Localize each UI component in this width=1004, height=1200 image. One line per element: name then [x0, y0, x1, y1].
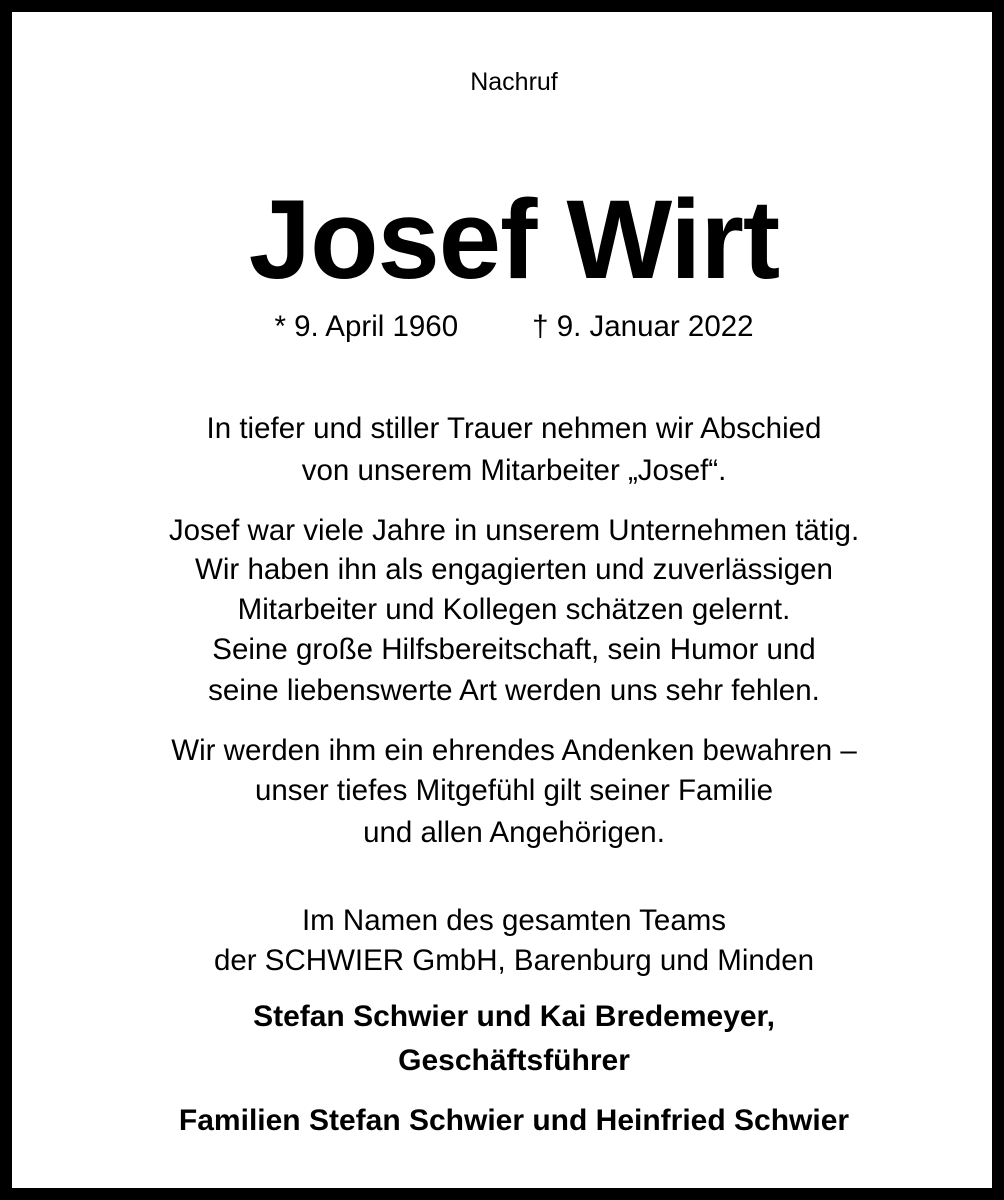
paragraph3-line: unser tiefes Mitgefühl gilt seiner Familie: [254, 774, 774, 807]
paragraph2-line: Mitarbeiter und Kollegen schätzen gelernt.: [237, 593, 791, 626]
heading: Nachruf: [470, 68, 558, 96]
paragraph1-line: von unserem Mitarbeiter „Josef“.: [301, 454, 727, 487]
paragraph2-line: Seine große Hilfsbereitschaft, sein Humor und: [212, 633, 816, 666]
signers-title: Geschäftsführer: [398, 1044, 630, 1077]
deceased-name: Josef Wirt: [248, 177, 780, 302]
closing-line: der SCHWIER GmbH, Barenburg und Minden: [213, 944, 815, 977]
closing-line: Im Namen des gesamten Teams: [301, 904, 727, 937]
birth-date: * 9. April 1960: [274, 310, 459, 343]
paragraph3-line: und allen Angehörigen.: [363, 816, 665, 849]
paragraph2-line: Wir haben ihn als engagierten und zuverlässigen: [195, 553, 833, 586]
families-line: Familien Stefan Schwier und Heinfried Schwier: [178, 1104, 850, 1137]
death-date: † 9. Januar 2022: [532, 310, 754, 343]
paragraph2-line: Josef war viele Jahre in unserem Unternehmen tätig.: [168, 514, 860, 547]
paragraph1-line: In tiefer und stiller Trauer nehmen wir Abschied: [206, 412, 822, 445]
life-dates: [12, 312, 1004, 342]
signers-line: Stefan Schwier und Kai Bredemeyer,: [253, 1000, 775, 1033]
paragraph3-line: Wir werden ihm ein ehrendes Andenken bewahren –: [171, 734, 857, 767]
paragraph2-line: seine liebenswerte Art werden uns sehr fehlen.: [208, 674, 820, 707]
